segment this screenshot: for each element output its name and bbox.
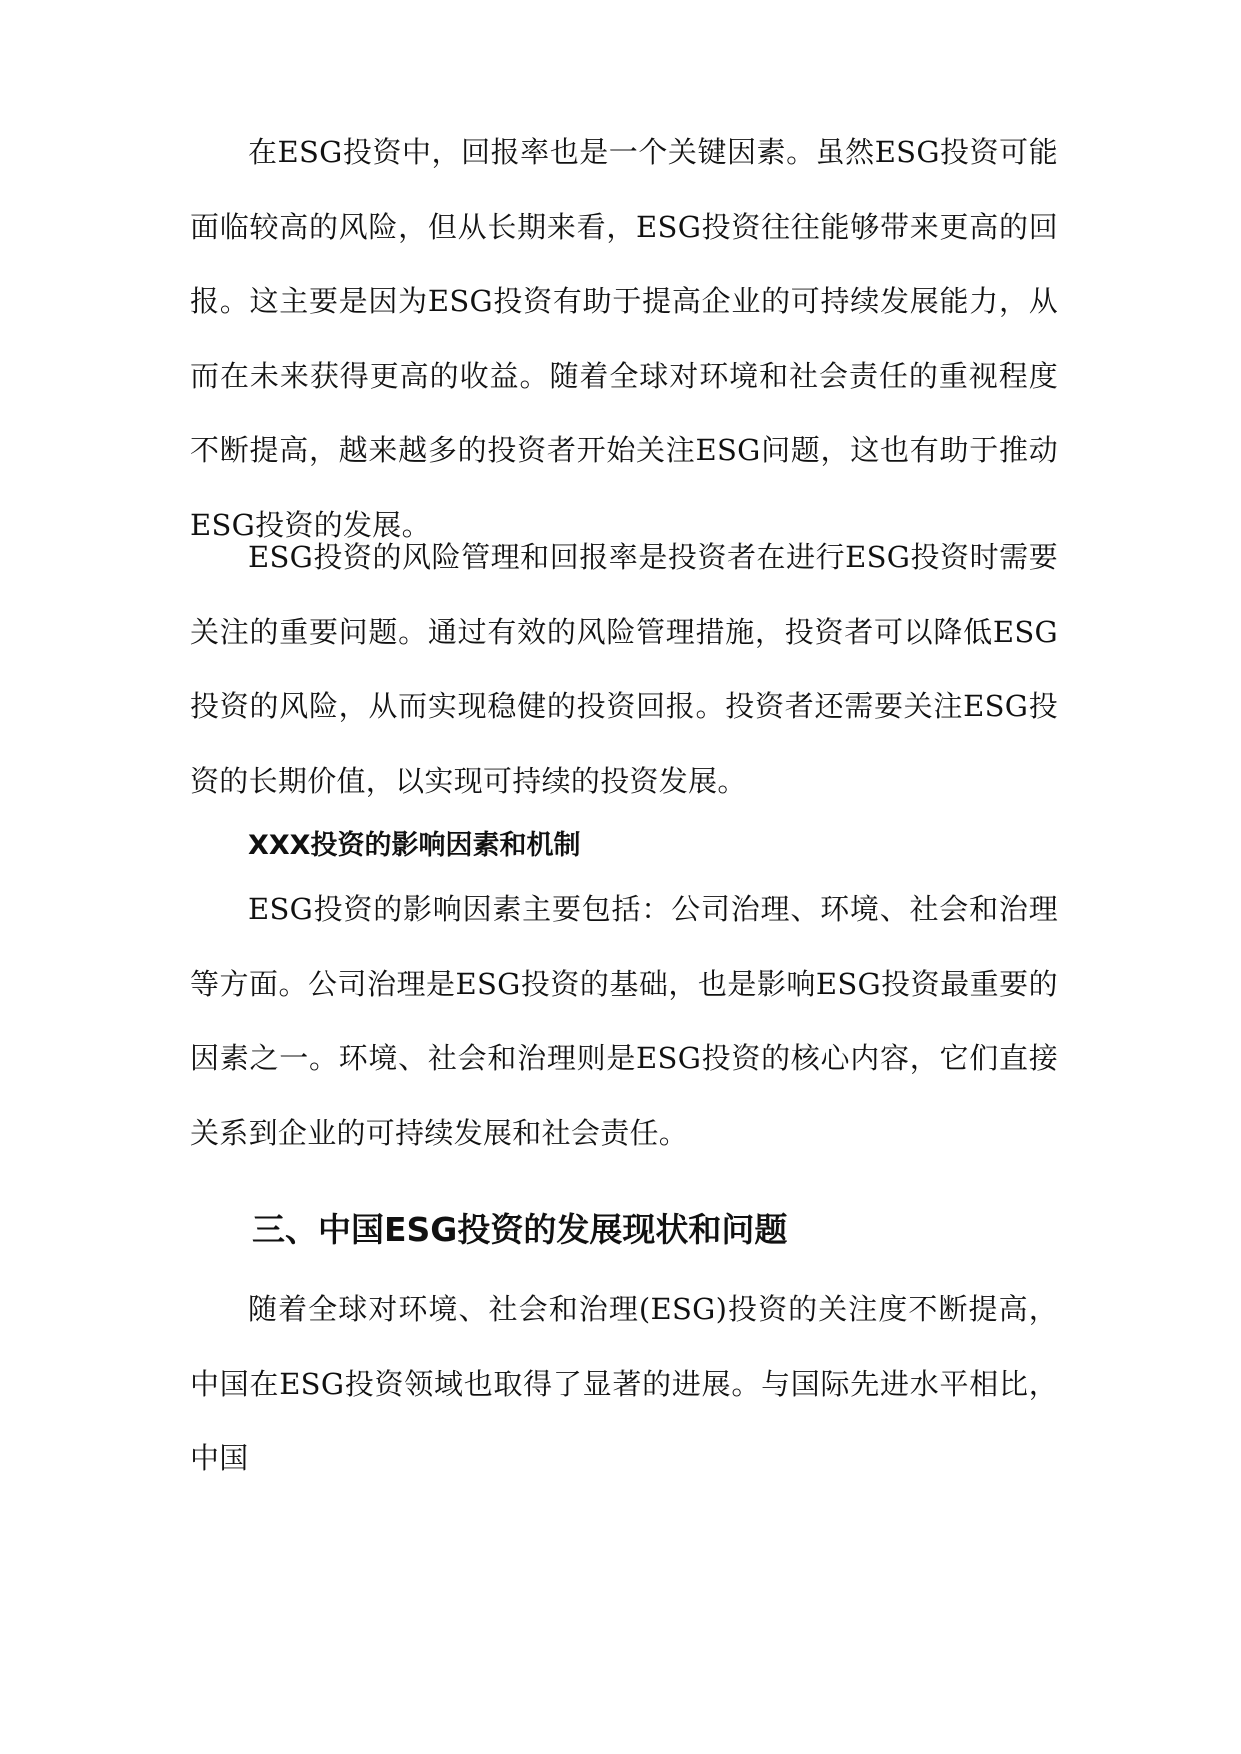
paragraph-risk-management: ESG投资的风险管理和回报率是投资者在进行ESG投资时需要关注的重要问题。通过有效的风险管理措施，投资者可以降低ESG投资的风险，从而实现稳健的投资回报。投资者还需要关注ESG投资的长期价值，以实现可持续的投资发展。 xyxy=(190,540,1058,798)
paragraph-factors: ESG投资的影响因素主要包括：公司治理、环境、社会和治理等方面。公司治理是ESG投资的基础，也是影响ESG投资最重要的因素之一。环境、社会和治理则是ESG投资的核心内容，它们直接关系到企业的可持续发展和社会责任。 xyxy=(190,892,1058,1150)
subheading-factors: XXX投资的影响因素和机制 xyxy=(248,830,581,861)
paragraph-returns: 在ESG投资中，回报率也是一个关键因素。虽然ESG投资可能面临较高的风险，但从长期来看，ESG投资往往能够带来更高的回报。这主要是因为ESG投资有助于提高企业的可持续发展能力，从而在未来获得更高的收益。随着全球对环境和社会责任的重视程度不断提高，越来越多的投资者开始关注ESG问题，这也有助于推动ESG投资的发展。 xyxy=(190,135,1058,542)
paragraph-china: 随着全球对环境、社会和治理(ESG)投资的关注度不断提高，中国在ESG投资领域也取得了显著的进展。与国际先进水平相比，中国 xyxy=(190,1292,1058,1475)
section-heading-china: 三、中国ESG投资的发展现状和问题 xyxy=(252,1210,788,1249)
